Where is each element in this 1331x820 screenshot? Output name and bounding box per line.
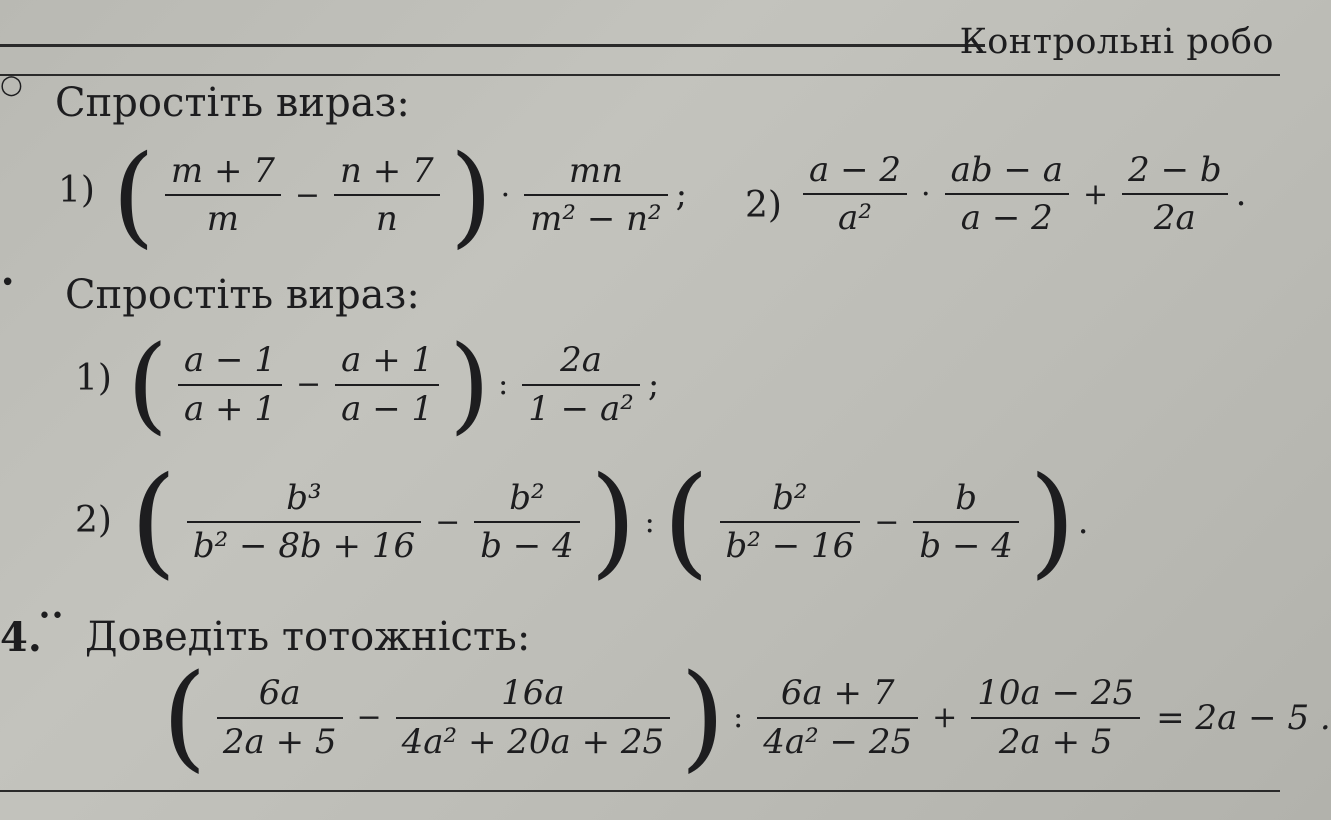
fraction-bar <box>396 717 671 719</box>
numerator: n + 7 <box>340 150 434 191</box>
fraction-bar <box>971 717 1140 719</box>
bottom-rule <box>0 790 1280 792</box>
fraction <box>945 150 1069 238</box>
numerator: b² <box>772 477 808 518</box>
top-rule-right <box>0 74 1280 76</box>
fraction-bar <box>522 384 640 386</box>
bullet-circle: ○ <box>0 70 23 100</box>
bullet-dot: • <box>0 268 16 298</box>
identity-expression <box>160 650 1331 784</box>
numerator: 2a <box>560 340 602 381</box>
fraction-bar <box>187 521 421 523</box>
fraction-bar <box>217 717 343 719</box>
denominator: 4a² + 20a + 25 <box>401 721 665 762</box>
fraction-bar <box>945 193 1069 195</box>
fraction <box>913 478 1019 566</box>
right-paren: ) <box>449 323 491 445</box>
plus-sign: + <box>1082 176 1109 212</box>
left-paren: ( <box>112 131 155 259</box>
numerator: 6a <box>258 673 301 714</box>
denominator: b² − 8b + 16 <box>192 526 416 566</box>
fraction <box>474 478 580 566</box>
right-paren: ) <box>680 650 726 784</box>
left-paren: ( <box>162 650 207 784</box>
fraction-bar <box>334 194 440 196</box>
fraction <box>335 340 439 428</box>
fraction <box>971 673 1140 761</box>
right-paren: ) <box>589 452 637 591</box>
section-1-heading: Спростіть вираз: <box>55 80 410 126</box>
numerator: b <box>955 477 978 518</box>
numerator: m + 7 <box>170 150 275 191</box>
section-2-heading: Спростіть вираз: <box>65 272 420 318</box>
fraction-bar <box>524 194 668 196</box>
difficulty-marks: •• <box>38 604 64 629</box>
numerator: 6a + 7 <box>780 673 895 714</box>
numerator: b³ <box>286 477 322 518</box>
minus-sign: − <box>356 700 382 735</box>
fraction-bar <box>474 521 580 523</box>
s2-item2-expression <box>128 452 1089 591</box>
denominator: a − 1 <box>341 388 434 429</box>
s1-item1-expression <box>110 131 688 259</box>
fraction-bar <box>165 194 281 196</box>
fraction <box>524 151 668 239</box>
minus-sign: − <box>435 504 461 540</box>
numerator: 2 − b <box>1128 150 1222 190</box>
identity-result: = 2a − 5 . <box>1156 697 1331 738</box>
fraction <box>178 340 282 428</box>
fraction <box>522 340 640 428</box>
left-paren: ( <box>130 452 177 591</box>
right-paren: ) <box>1028 452 1076 591</box>
tail-punct: ; <box>647 364 660 405</box>
header-title: Контрольні робо <box>959 22 1274 62</box>
fraction <box>165 151 281 239</box>
numerator: mn <box>568 150 623 191</box>
s2-item2-label: 2) <box>75 500 112 541</box>
fraction-bar <box>803 193 907 195</box>
numerator: 16a <box>501 673 565 714</box>
top-rule <box>0 44 985 47</box>
tail-punct: . <box>1077 502 1089 542</box>
denominator: n <box>375 199 398 239</box>
denominator: m² − n² <box>530 199 662 239</box>
fraction <box>187 478 421 566</box>
fraction-bar <box>720 521 861 523</box>
denominator: 4a² − 25 <box>763 721 913 762</box>
numerator: a − 2 <box>809 150 902 190</box>
numerator: 10a − 25 <box>977 673 1135 714</box>
tail-punct: ; <box>675 175 688 215</box>
tail-punct: . <box>1235 174 1247 215</box>
dot-sign: · <box>921 176 931 212</box>
denominator: 2a + 5 <box>998 721 1113 762</box>
left-paren: ( <box>662 452 710 591</box>
denominator: a² <box>838 198 872 239</box>
right-paren: ) <box>449 131 493 259</box>
denominator: b − 4 <box>480 526 574 566</box>
dot-sign: · <box>500 177 511 213</box>
minus-sign: − <box>294 177 321 213</box>
fraction <box>396 673 671 761</box>
fraction <box>757 673 918 761</box>
numerator: a − 1 <box>183 340 276 381</box>
fraction-bar <box>757 717 918 719</box>
fraction <box>334 151 440 239</box>
denominator: m <box>206 199 240 239</box>
s1-item2-label: 2) <box>745 185 782 226</box>
task-number: 4. <box>0 614 42 661</box>
denominator: 2a + 5 <box>222 721 337 762</box>
minus-sign: − <box>874 504 900 540</box>
denominator: b − 4 <box>919 526 1013 566</box>
section-3-heading: Доведіть тотожність: <box>85 614 531 660</box>
fraction <box>217 673 343 761</box>
numerator: b² <box>509 477 545 518</box>
fraction <box>720 478 861 566</box>
colon-sign: : <box>498 367 509 402</box>
denominator: a + 1 <box>183 388 276 429</box>
denominator: b² − 16 <box>725 526 855 566</box>
denominator: 1 − a² <box>528 388 634 429</box>
left-paren: ( <box>127 323 168 445</box>
colon-sign: : <box>733 700 744 735</box>
s2-item1-label: 1) <box>75 358 112 399</box>
fraction <box>803 150 907 238</box>
plus-sign: + <box>932 700 958 735</box>
denominator: 2a <box>1153 198 1196 239</box>
s1-item1-label: 1) <box>58 170 95 211</box>
numerator: ab − a <box>950 150 1063 190</box>
denominator: a − 2 <box>960 198 1053 239</box>
fraction-bar <box>913 521 1019 523</box>
numerator: a + 1 <box>341 340 434 381</box>
fraction-bar <box>1122 193 1228 195</box>
minus-sign: − <box>295 367 322 402</box>
colon-sign: : <box>644 504 655 540</box>
fraction <box>1122 150 1228 238</box>
fraction-bar <box>178 384 282 386</box>
s1-item2-expression <box>795 150 1246 238</box>
s2-item1-expression <box>125 323 660 445</box>
fraction-bar <box>335 384 439 386</box>
